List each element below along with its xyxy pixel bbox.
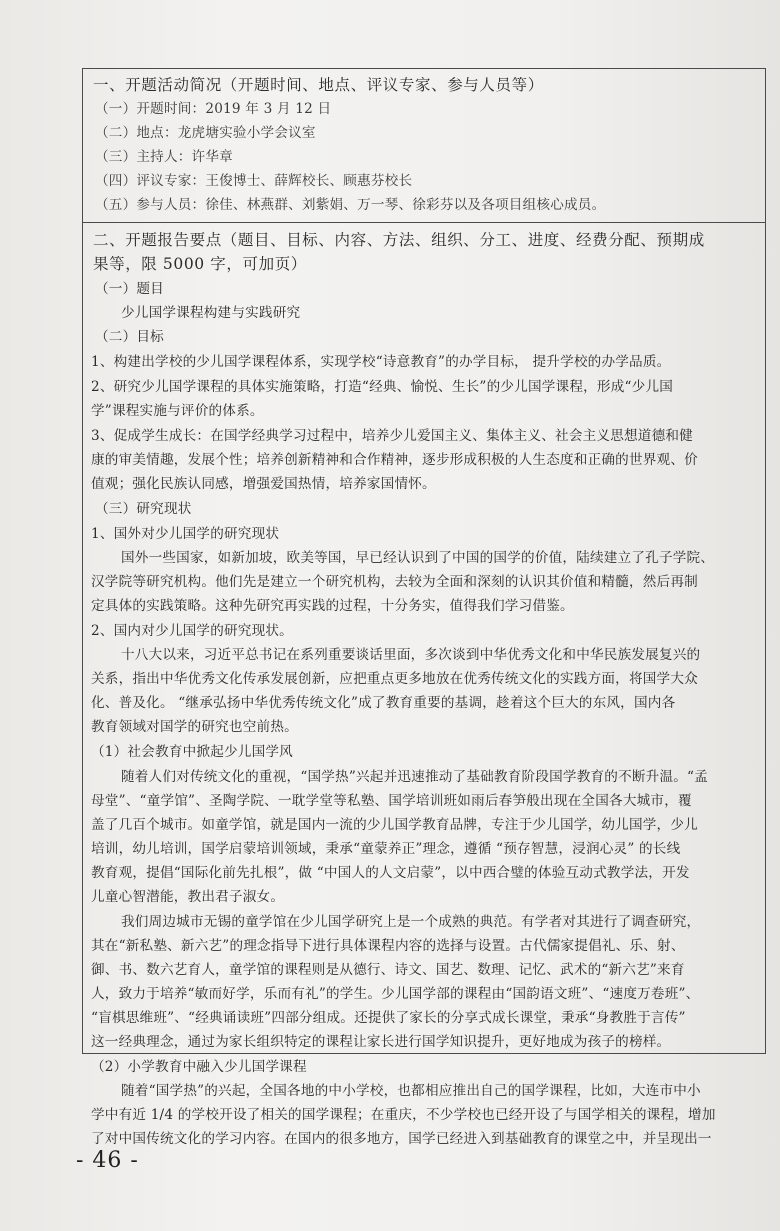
section-2-report-points — [83, 223, 765, 1147]
goal-1: 1、构建出学校的少儿国学课程体系，实现学校“诗意教育”的办学目标， 提升学校的办学品质。 — [91, 354, 671, 370]
research-title: 少儿国学课程构建与实践研究 — [121, 305, 301, 321]
primary-education-heading: （2）小学教育中融入少儿国学课程 — [91, 1059, 307, 1075]
report-form-table — [82, 68, 766, 1147]
social-para-line-4: 培训，幼儿培训，国学启蒙培训领域，秉承“童蒙养正”理念，遵循 “预存智慧，浸润心灵” 的长线 — [91, 841, 681, 857]
location: （二）地点：龙虎塘实验小学会议室 — [95, 125, 316, 141]
foreign-para-line-1: 国外一些国家，如新加坡，欧美等国，早已经认识到了中国的国学的价值，陆续建立了孔子学院、 — [121, 550, 715, 566]
primary-para-line-1: 随着“国学热”的兴起，全国各地的中小学校，也都相应推出自己的国学课程，比如，大连市中小 — [121, 1083, 701, 1099]
subheading-title: （一）题目 — [95, 281, 164, 297]
primary-para-line-2: 学中有近 1/4 的学校开设了相关的国学课程；在重庆，不少学校也已经开设了与国学相关的课程，增加 — [91, 1107, 716, 1123]
domestic-status-heading: 2、国内对少儿国学的研究现状。 — [91, 623, 293, 639]
section-2-heading-line-2: 果等，限 5000 字，可加页） — [93, 255, 307, 273]
social-para-line-3: 盖了几百个城市。如童学馆，就是国内一流的少儿国学教育品牌，专注于少儿国学，幼儿国学，少儿 — [91, 817, 698, 833]
host: （三）主持人：许华章 — [95, 149, 233, 165]
section-2-heading-line-1: 二、开题报告要点（题目、目标、内容、方法、组织、分工、进度、经费分配、预期成 — [93, 231, 705, 249]
domestic-para-line-1: 十八大以来，习近平总书记在系列重要谈话里面，多次谈到中华优秀文化和中华民族发展复兴的 — [121, 647, 701, 663]
social-para-line-2: 母堂”、“童学馆”、圣陶学院、一耽学堂等私塾、国学培训班如雨后春笋般出现在全国各大城市，覆 — [91, 793, 692, 809]
subheading-research-status: （三）研究现状 — [95, 501, 192, 517]
section-1-heading: 一、开题活动简况（开题时间、地点、评议专家、参与人员等） — [93, 76, 544, 94]
wuxi-para-line-2: 其在“新私塾、新六艺”的理念指导下进行具体课程内容的选择与设置。古代儒家提倡礼、乐、射、 — [91, 938, 685, 954]
wuxi-para-line-1: 我们周边城市无锡的童学馆在少儿国学研究上是一个成熟的典范。有学者对其进行了调查研究， — [121, 914, 701, 930]
primary-para-line-3: 了对中国传统文化的学习内容。在国内的很多地方，国学已经进入到基础教育的课堂之中，并呈现出一 — [91, 1131, 712, 1147]
goal-3-line-1: 3、促成学生成长：在国学经典学习过程中，培养少儿爱国主义、集体主义、社会主义思想道德和健 — [91, 428, 693, 444]
social-para-line-1: 随着人们对传统文化的重视，“国学热”兴起并迅速推动了基础教育阶段国学教育的不断升温。“孟 — [121, 769, 708, 785]
goal-2-line-1: 2、研究少儿国学课程的具体实施策略，打造“经典、愉悦、生长”的少儿国学课程，形成“少儿国 — [91, 379, 674, 395]
goal-2-line-2: 学”课程实施与评价的体系。 — [91, 403, 264, 419]
foreign-para-line-2: 汉学院等研究机构。他们先是建立一个研究机构，去较为全面和深刻的认识其价值和精髓，然后再制 — [91, 574, 698, 590]
social-education-heading: （1）社会教育中掀起少儿国学风 — [91, 744, 293, 760]
social-para-line-5: 教育观，提倡“国际化前先扎根”，做 “中国人的人文启蒙”，以中西合璧的体验互动式教学法，开发 — [91, 865, 690, 881]
social-para-line-6: 儿童心智潜能，教出君子淑女。 — [91, 889, 285, 905]
wuxi-para-line-3: 御、书、数六艺育人，童学馆的课程则是从德行、诗文、国艺、数理、记忆、武术的“新六艺”来育 — [91, 962, 685, 978]
goal-3-line-3: 值观；强化民族认同感，增强爱国热情，培养家国情怀。 — [91, 476, 436, 492]
opening-time: （一）开题时间：2019 年 3 月 12 日 — [95, 101, 332, 117]
wuxi-para-line-5: “盲棋思维班”、“经典诵读班”四部分组成。还提供了家长的分享式成长课堂，秉承“身教胜于言传” — [91, 1010, 686, 1026]
domestic-para-line-4: 教育领域对国学的研究也空前热。 — [91, 719, 298, 735]
foreign-status-heading: 1、国外对少儿国学的研究现状 — [91, 526, 280, 542]
wuxi-para-line-6: 这一经典理念，通过为家长组织特定的课程让家长进行国学知识提升，更好地成为孩子的榜样。 — [91, 1034, 671, 1050]
goal-3-line-2: 康的审美情趣，发展个性；培养创新精神和合作精神，逐步形成积极的人生态度和正确的世界观、价 — [91, 452, 698, 468]
reviewers: （四）评议专家：王俊博士、薛辉校长、顾惠芬校长 — [95, 173, 413, 189]
wuxi-para-line-4: 人，致力于培养“敏而好学，乐而有礼”的学生。少儿国学部的课程由“国韵语文班”、“速度万卷班”、 — [91, 986, 700, 1002]
section-1-activity-summary — [83, 69, 765, 223]
foreign-para-line-3: 定具体的实践策略。这种先研究再实践的过程，十分务实，值得我们学习借鉴。 — [91, 598, 574, 614]
page-number: - 46 - — [76, 1148, 139, 1173]
subheading-goals: （二）目标 — [95, 329, 164, 345]
domestic-para-line-2: 关系，指出中华优秀文化传承发展创新，应把重点更多地放在优秀传统文化的实践方面，将国学大众 — [91, 671, 698, 687]
domestic-para-line-3: 化、普及化。 “继承弘扬中华优秀传统文化”成了教育重要的基调，趁着这个巨大的东风，国内各 — [91, 695, 676, 711]
participants: （五）参与人员：徐佳、林燕群、刘紫娟、万一琴、徐彩芬以及各项目组核心成员。 — [95, 197, 606, 213]
